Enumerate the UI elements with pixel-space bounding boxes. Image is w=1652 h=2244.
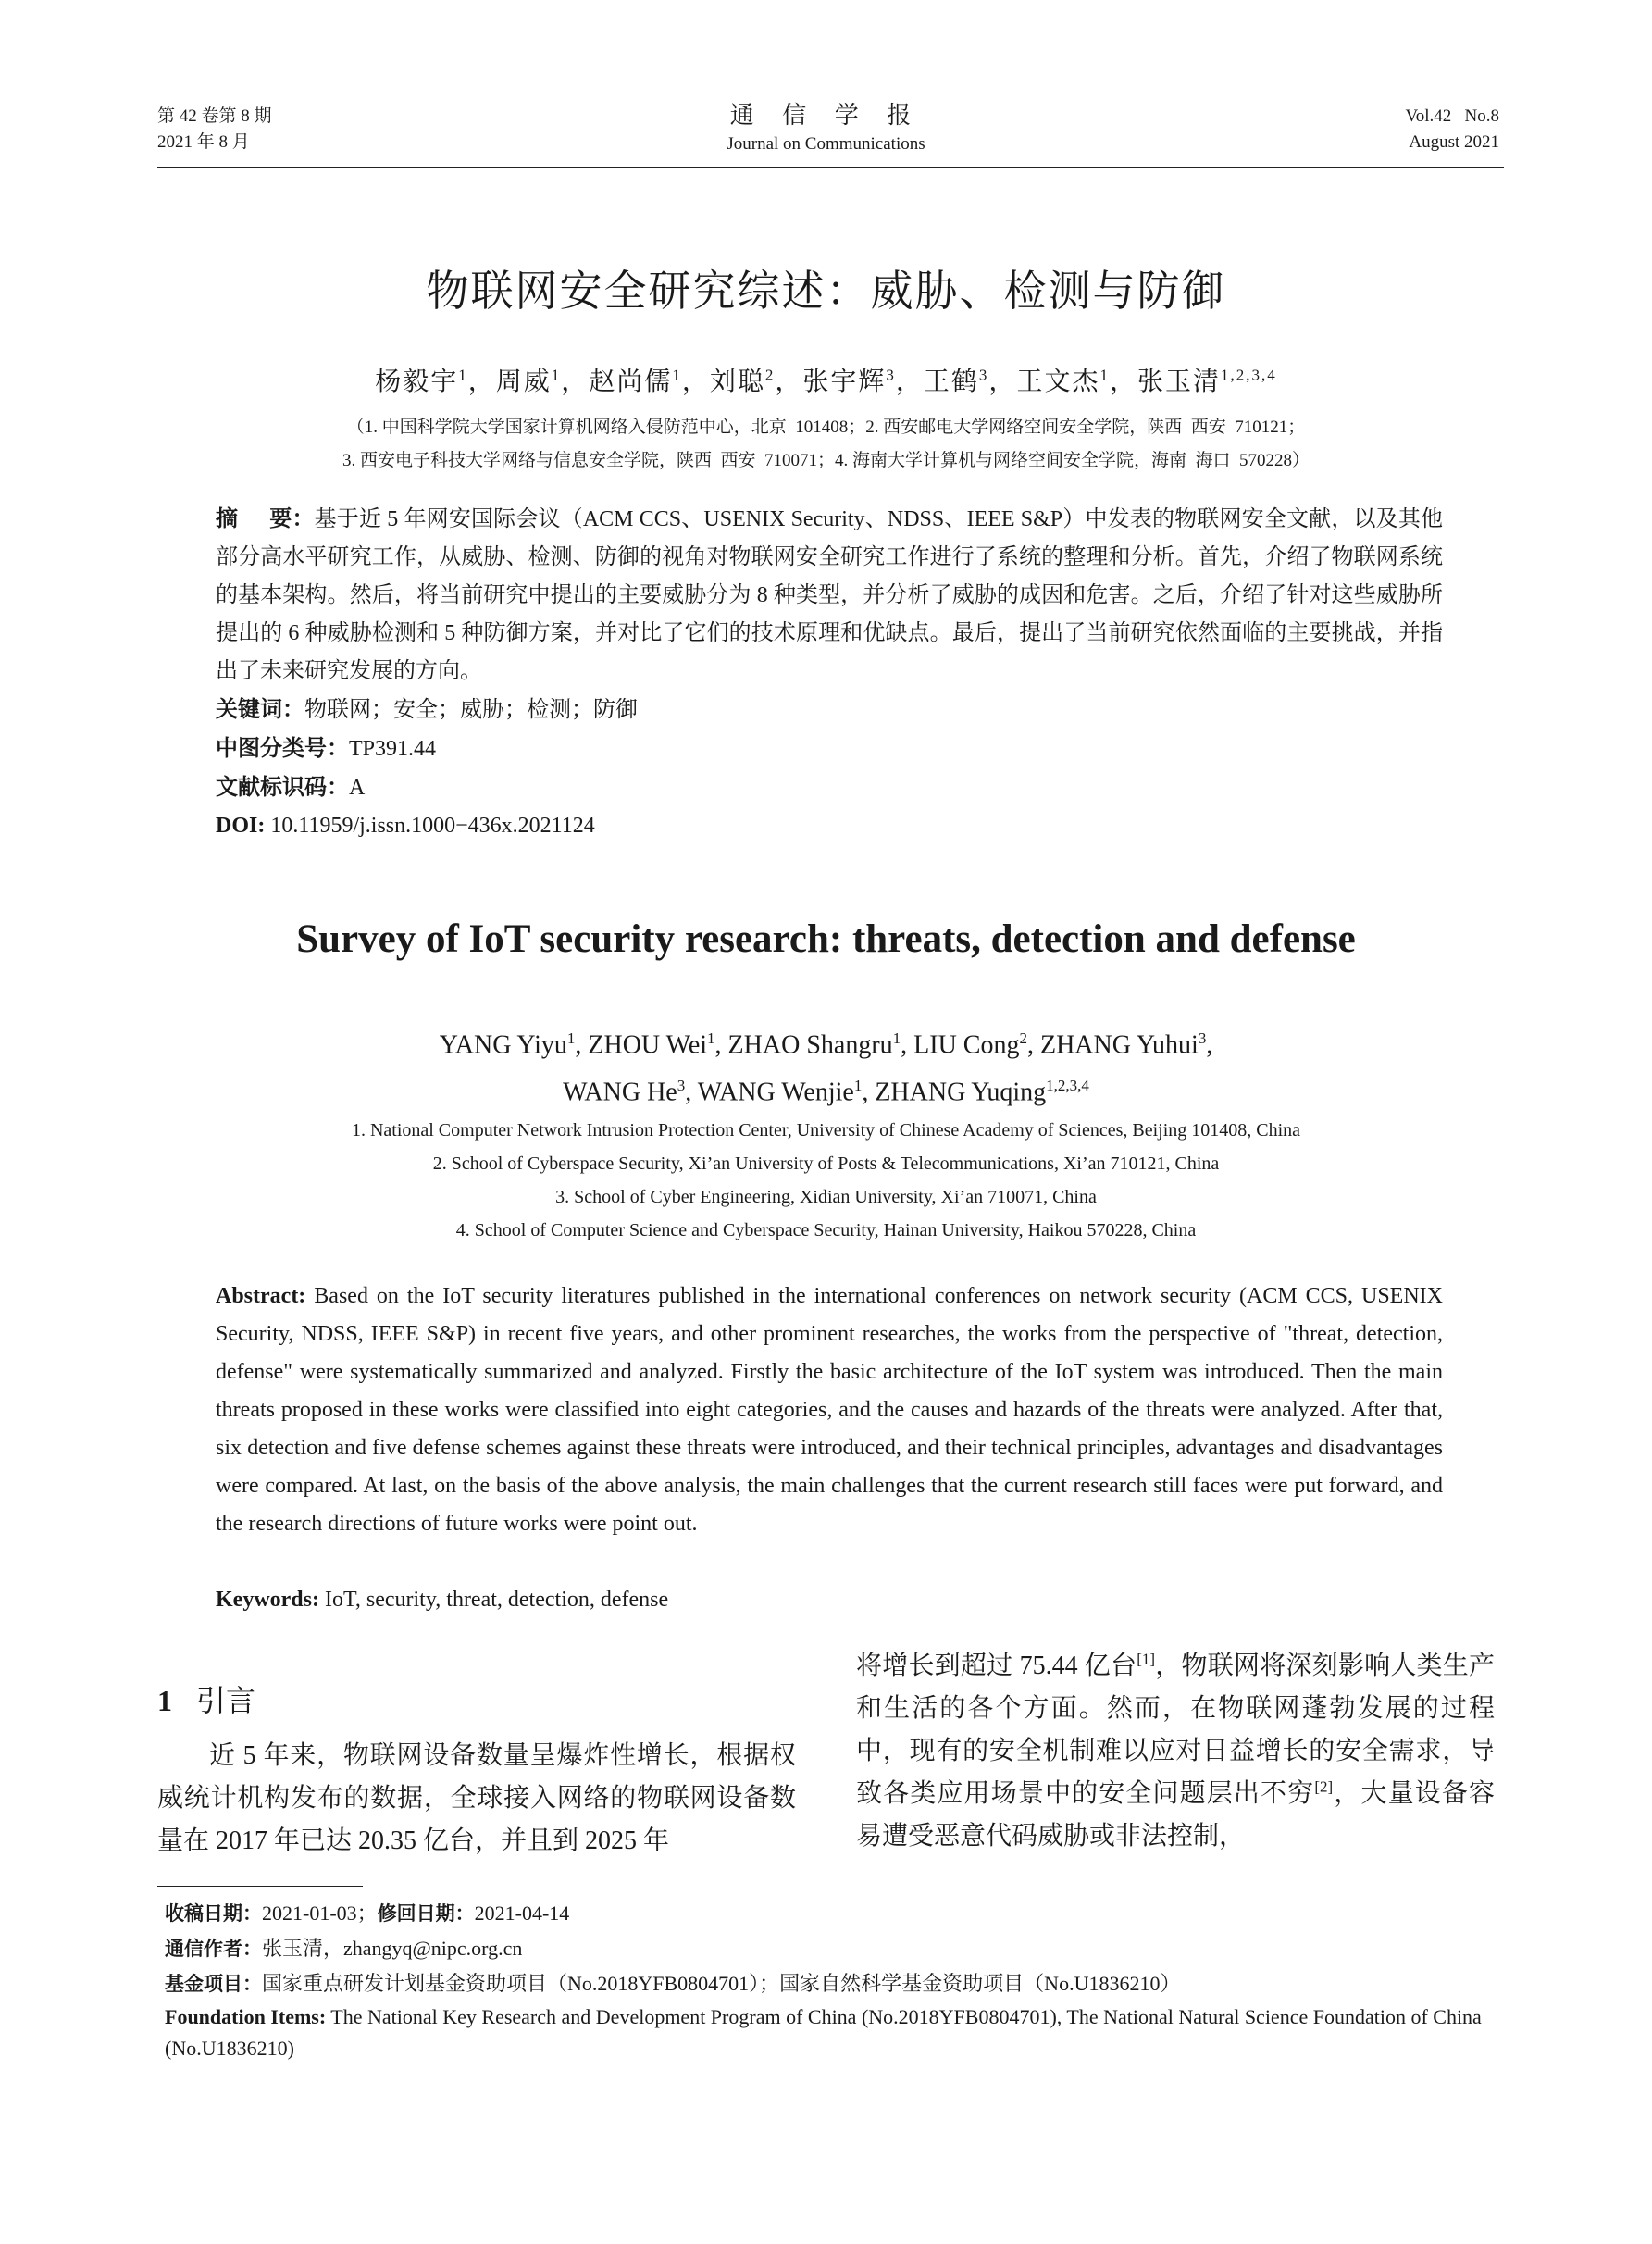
author-affiliation-mark: 1 (853, 1077, 863, 1095)
citation-ref: [1] (1137, 1650, 1156, 1668)
keywords-cn-label: 关键词： (216, 696, 304, 722)
document-code-label: 文献标识码： (216, 774, 349, 800)
citation-ref: [2] (1314, 1777, 1334, 1796)
footnote-funding-cn (165, 1966, 1497, 2001)
journal-name-en: Journal on Communications (727, 134, 925, 154)
author-list-cn: 杨毅宇$^1$，周威$^1$，赵尚儒$^1$，刘聪$^2$，张宇辉$^3$，王鹤$^3$，王文杰$^1$，张玉清$^{1,2,3,4}$ (375, 366, 1277, 396)
affiliation-en-line: 1. National Computer Network Intrusion Protection Center, University of Chinese Academy of Sciences, Beijing 101408, China (351, 1120, 1301, 1141)
footnotes (165, 1896, 1497, 2064)
author-affiliation-mark: 1 (551, 366, 562, 384)
author-name: WANG Wenjie (697, 1078, 854, 1107)
keywords-cn-text: 物联网；安全；威胁；检测；防御 (304, 698, 638, 722)
author-line-en: WANG He$^3$, WANG Wenjie$^1$, ZHANG Yuqing$^{1,2,3,4}$ (563, 1077, 1089, 1107)
body-column-left (157, 1735, 796, 1863)
abstract-cn-text: 基于近 5 年网安国际会议（ACM CCS、USENIX Security、NDSS、IEEE S&P）中发表的物联网安全文献，以及其他部分高水平研究工作，从威胁、检测、防御的视角对物联网安全研究工作进行了系统的整理和分析。首先，介绍了物联网系统的基本架构。然后，将当前研究中提出的主要威胁分为 8 种类型，并分析了威胁的成因和危害。之后，介绍了针对这些威胁所提出的 6 种威胁检测和 5 种防御方案，并对比了它们的技术原理和优缺点。最后，提出了当前研究依然面临的主要挑战，并指出了未来研究发展的方向。 (216, 507, 1444, 683)
author-name: 赵尚儒 (589, 368, 673, 396)
author-name: 张宇辉 (802, 368, 887, 396)
author-affiliation-mark: 2 (764, 366, 776, 384)
abstract-cn-label: 摘 要： (216, 505, 315, 531)
author-affiliation-mark: 1 (672, 366, 682, 384)
footnote-rule (157, 1886, 363, 1887)
affiliation-cn-line: （1. 中国科学院大学国家计算机网络入侵防范中心，北京 101408；2. 西安邮电大学网络空间安全学院，陕西 西安 710121； (346, 418, 1306, 437)
revised-label: 修回日期： (377, 1902, 475, 1925)
keywords-en-text: IoT, security, threat, detection, defense (324, 1588, 669, 1612)
paper-title-en: Survey of IoT security research: threats, detection and defense (296, 917, 1356, 961)
affiliations-cn (0, 411, 1652, 478)
footnote-dates (165, 1896, 1497, 1931)
header-rule (157, 167, 1504, 168)
author-name: 王鹤 (923, 368, 979, 396)
date-en: August 2021 (1409, 132, 1499, 152)
author-name: ZHOU Wei (588, 1030, 708, 1060)
volume-issue-cn: 第 42 卷第 8 期 (157, 106, 272, 126)
doi-label: DOI: (216, 814, 266, 838)
author-affiliation-mark: 1 (892, 1029, 901, 1047)
volume-issue-en: Vol.42 No.8 (1405, 106, 1499, 126)
author-affiliation-mark: 3 (677, 1077, 686, 1095)
clc-label: 中图分类号： (216, 735, 349, 761)
body-text: 将增长到超过 75.44 亿台 (856, 1652, 1137, 1680)
keywords-en-label: Keywords: (216, 1588, 319, 1612)
affiliation-en-line: 2. School of Cyberspace Security, Xi’an University of Posts & Telecommunications, Xi’an 710121, China (432, 1153, 1220, 1174)
section-heading-introduction (157, 1677, 255, 1720)
corresponding-value: 张玉清，zhangyq@nipc.org.cn (262, 1937, 523, 1960)
section-number: 1 (157, 1684, 172, 1717)
clc-value: TP391.44 (349, 737, 437, 761)
affiliation-cn-line: 3. 西安电子科技大学网络与信息安全学院，陕西 西安 710071；4. 海南大学计算机与网络空间安全学院，海南 海口 570228） (342, 451, 1310, 470)
author-affiliation-mark: 3 (978, 366, 989, 384)
journal-name-cn: 通 信 学 报 (729, 102, 923, 129)
received-label: 收稿日期： (165, 1902, 262, 1925)
footnote-corresponding-author (165, 1931, 1497, 1966)
funding-en-value: The National Key Research and Development Program of China (No.2018YFB0804701), The National Natural Science Foundation of China (No.U1836210) (165, 2005, 1482, 2060)
author-affiliation-mark: 1 (1099, 366, 1110, 384)
author-name: YANG Yiyu (439, 1030, 567, 1060)
affiliation-en-line: 3. School of Cyber Engineering, Xidian University, Xi’an 710071, China (555, 1187, 1097, 1207)
author-name: WANG He (563, 1078, 677, 1107)
body-text: ，大量设备容易遭受恶意代码威胁或非法控制， (856, 1779, 1495, 1851)
author-affiliation-mark: 1,2,3,4 (1046, 1077, 1089, 1095)
author-name: 杨毅宇 (375, 368, 459, 396)
author-name: LIU Cong (913, 1030, 1020, 1060)
body-column-right (856, 1645, 1495, 1858)
author-name: 张玉清 (1137, 368, 1221, 396)
doi (216, 807, 1443, 845)
author-affiliation-mark: 1 (566, 1029, 576, 1047)
document-code (216, 768, 1443, 807)
author-affiliation-mark: 1 (458, 366, 468, 384)
author-line-en: YANG Yiyu$^1$, ZHOU Wei$^1$, ZHAO Shangru$^1$, LIU Cong$^2$, ZHANG Yuhui$^3$, (439, 1029, 1213, 1060)
section-title: 引言 (196, 1683, 256, 1718)
funding-label: 基金项目： (165, 1973, 262, 1995)
author-name: ZHANG Yuqing (875, 1078, 1047, 1107)
funding-en-label: Foundation Items: (165, 2005, 327, 2028)
abstract-en (216, 1278, 1443, 1543)
footnote-funding-en (165, 2001, 1497, 2064)
body-paragraph-continued (856, 1645, 1495, 1858)
abstract-en-text: Based on the IoT security literatures published in the international conferences on network security (ACM CCS, USENIX Security, NDSS, IEEE S&P) in recent five years, and other prominent researches, the works from the perspective of "threat, detection, defense" were systematically summarized and analyzed. Firstly the basic architecture of the IoT system was introduced. Then the main threats proposed in these works were classified into eight categories, and the causes and hazards of the threats were analyzed. After that, six detection and five defense schemes against these threats were introduced, and their technical principles, advantages and disadvantages were compared. At last, on the basis of the above analysis, the main challenges that the current research still faces were put forward, and the research directions of future works were point out. (216, 1284, 1443, 1536)
author-affiliation-mark: 2 (1019, 1029, 1027, 1047)
running-header-right (1405, 104, 1499, 156)
author-name: ZHANG Yuhui (1039, 1030, 1199, 1060)
abstract-en-label: Abstract: (216, 1284, 306, 1308)
abstract-cn-block (216, 500, 1443, 845)
author-list-en (0, 1018, 1652, 1114)
doi-value: 10.11959/j.issn.1000−436x.2021124 (270, 814, 595, 838)
author-affiliation-mark: 3 (1198, 1029, 1207, 1047)
funding-value: 国家重点研发计划基金资助项目（No.2018YFB0804701）；国家自然科学基金资助项目（No.U1836210） (262, 1972, 1181, 1995)
body-paragraph: 近 5 年来，物联网设备数量呈爆炸性增长，根据权威统计机构发布的数据，全球接入网络的物联网设备数量在 2017 年已达 20.35 亿台，并且到 2025 年 (157, 1741, 796, 1855)
author-affiliation-mark: 3 (886, 366, 896, 384)
body-text: ，物联网将深刻影响人类生产和生活的各个方面。然而，在物联网蓬勃发展的过程中，现有的安全机制难以应对日益增长的安全需求，导致各类应用场景中的安全问题层出不穷 (856, 1652, 1495, 1808)
revised-date: 2021-04-14 (474, 1901, 570, 1925)
paper-title-cn: 物联网安全研究综述：威胁、检测与防御 (426, 266, 1226, 316)
author-name: 刘聪 (709, 368, 765, 396)
keywords-en (216, 1581, 668, 1619)
clc-number (216, 729, 1443, 768)
author-name: 王文杰 (1016, 368, 1100, 396)
keywords-cn (216, 691, 1443, 729)
author-affiliation-mark: 1,2,3,4 (1220, 366, 1277, 384)
author-name: ZHAO Shangru (727, 1030, 893, 1060)
affiliations-en (0, 1114, 1652, 1247)
document-code-value: A (349, 776, 366, 800)
abstract-cn (216, 500, 1443, 691)
corresponding-label: 通信作者： (165, 1938, 262, 1960)
date-cn: 2021 年 8 月 (157, 132, 250, 152)
journal-name (0, 100, 1652, 157)
author-name: 周威 (495, 368, 552, 396)
received-date: 2021-01-03； (262, 1901, 378, 1925)
affiliation-en-line: 4. School of Computer Science and Cyberspace Security, Hainan University, Haikou 570228, China (455, 1220, 1197, 1240)
author-affiliation-mark: 1 (707, 1029, 715, 1047)
